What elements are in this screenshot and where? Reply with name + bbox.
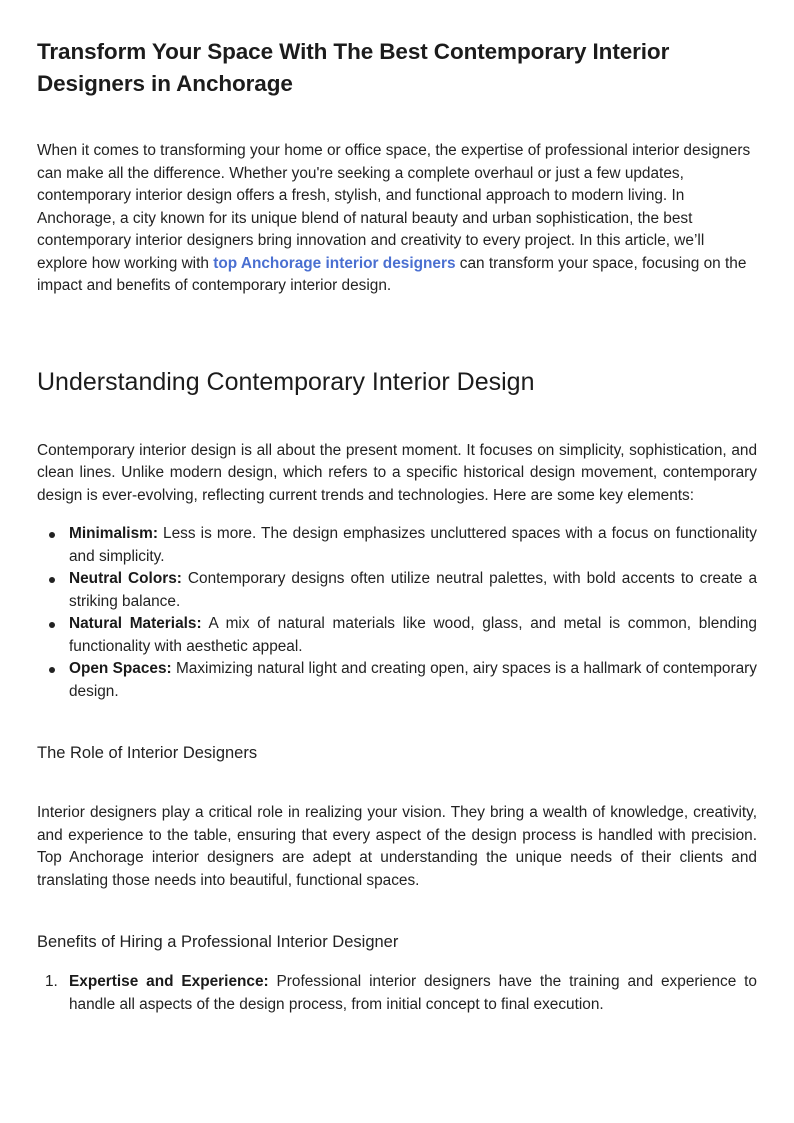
list-item-term: Expertise and Experience: bbox=[69, 973, 269, 990]
list-item-text: Professional interior designers have the training and experience to handle all aspects of the design process, from initial concept to final execution. bbox=[69, 973, 757, 1013]
list-item bbox=[37, 971, 757, 1016]
key-elements-list bbox=[37, 523, 757, 703]
list-item-term: Natural Materials: bbox=[69, 615, 202, 632]
intro-paragraph bbox=[37, 140, 757, 298]
section-heading-benefits: Benefits of Hiring a Professional Interior Designer bbox=[37, 933, 399, 951]
list-item-text: Contemporary designs often utilize neutral palettes, with bold accents to create a striking balance. bbox=[69, 570, 758, 610]
benefits-list bbox=[37, 971, 757, 1016]
list-item-text: Less is more. The design emphasizes uncluttered spaces with a focus on functionality and simplicity. bbox=[69, 525, 757, 565]
list-item-term: Open Spaces: bbox=[69, 660, 172, 677]
bullet-icon bbox=[49, 532, 55, 538]
role-paragraph: Interior designers play a critical role in realizing your vision. They bring a wealth of knowledge, creativity, and experience to the table, ensuring that every aspect of the design process is handled with precision. Top Anchorage interior designers are adept at understanding the unique needs of their clients and translating those needs into beautiful, functional spaces. bbox=[37, 804, 757, 889]
intro-text-before: When it comes to transforming your home or office space, the expertise of professional interior designers can make all the difference. Whether you're seeking a complete overhaul or just a few updates, contemporary interior design offers a fresh, stylish, and functional approach to modern living. In Anchorage, a city known for its unique blend of natural beauty and urban sophistication, the best contemporary interior designers bring innovation and creativity to every project. In this article, we’ll explore how working with bbox=[37, 142, 751, 272]
list-item-term: Minimalism: bbox=[69, 525, 158, 542]
list-item bbox=[37, 613, 757, 658]
bullet-icon bbox=[49, 667, 55, 673]
list-item bbox=[37, 658, 757, 703]
bullet-icon bbox=[49, 577, 55, 583]
list-item bbox=[37, 523, 757, 568]
list-item-number: 1. bbox=[45, 973, 58, 990]
list-item-term: Neutral Colors: bbox=[69, 570, 182, 587]
section-heading-role: The Role of Interior Designers bbox=[37, 744, 258, 762]
anchorage-designers-link[interactable]: top Anchorage interior designers bbox=[213, 254, 456, 272]
understanding-paragraph: Contemporary interior design is all about the present moment. It focuses on simplicity, sophistication, and clean lines. Unlike modern design, which refers to a specific historical design movement, contemporary design is ever-evolving, reflecting current trends and technologies. Here are some key elements: bbox=[37, 441, 757, 504]
list-item-text: Maximizing natural light and creating open, airy spaces is a hallmark of contemporary design. bbox=[69, 660, 757, 700]
page-title: Transform Your Space With The Best Contemporary Interior Designers in Anchorage bbox=[37, 39, 670, 96]
list-item bbox=[37, 568, 757, 613]
bullet-icon bbox=[49, 622, 55, 628]
section-heading-understanding: Understanding Contemporary Interior Design bbox=[37, 367, 535, 396]
list-item-text: A mix of natural materials like wood, glass, and metal is common, blending functionality with aesthetic appeal. bbox=[69, 615, 757, 655]
intro-text-after: can transform your space, focusing on the impact and benefits of contemporary interior design. bbox=[37, 254, 747, 294]
